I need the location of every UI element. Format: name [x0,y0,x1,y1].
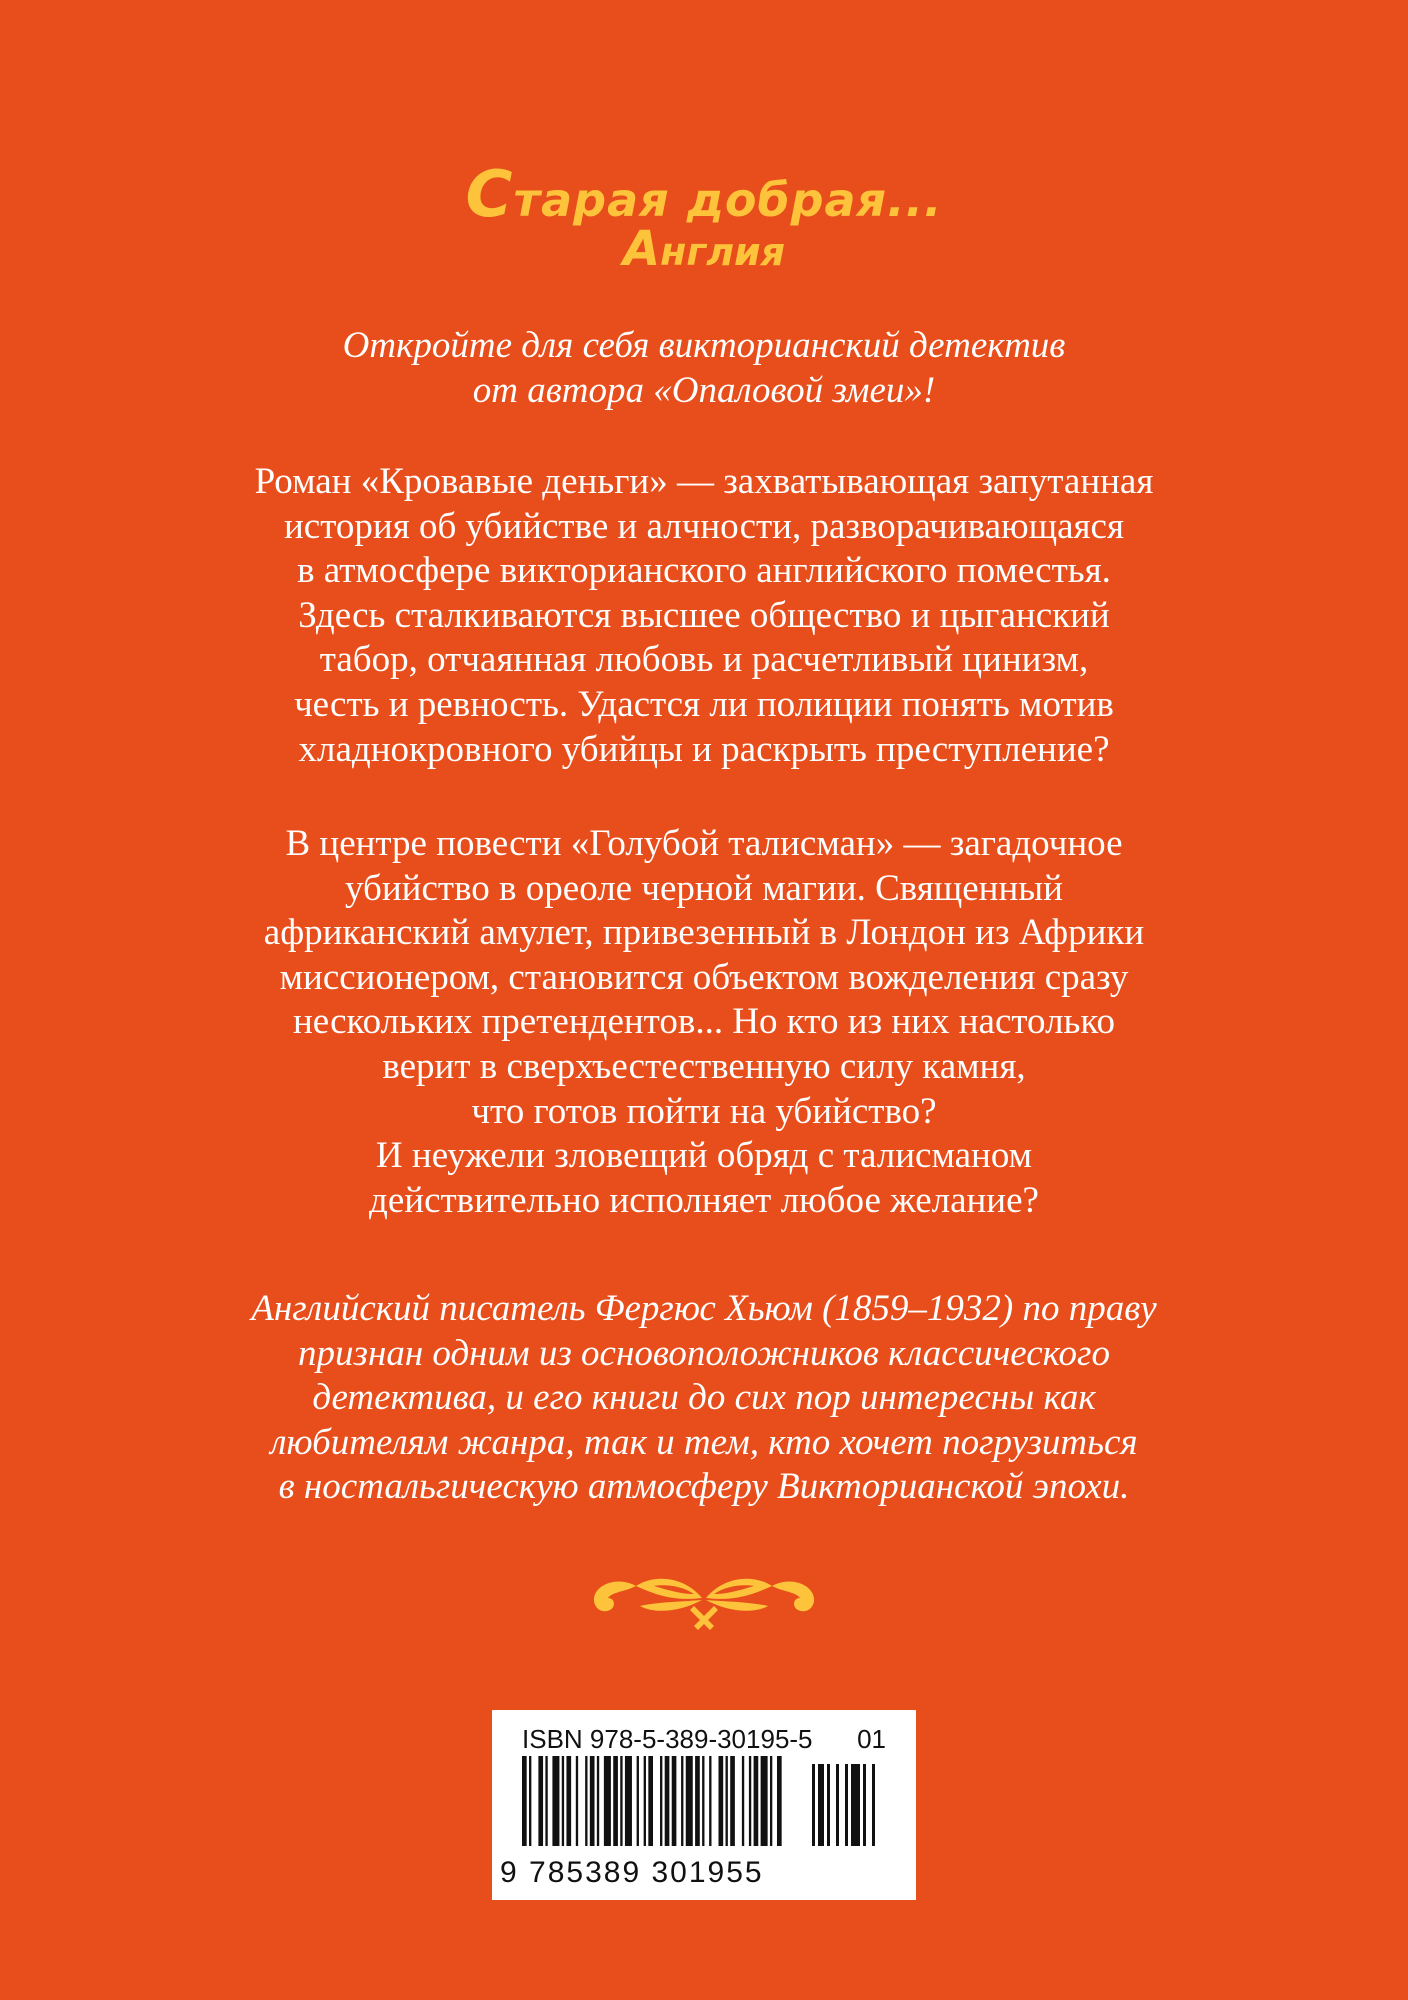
blurb-paragraph-2 [0,822,1408,1223]
barcode-bar [562,1756,564,1846]
barcode-bar [749,1756,751,1846]
barcode-addon-bar [851,1764,860,1846]
series-title-line2: Англия [622,221,786,277]
series-title-line1: Старая добрая... [465,158,943,232]
paragraph-line: Роман «Кровавые деньги» — захватывающая запутанная [254,461,1154,502]
about-line: в ностальгическую атмосферу Викторианской эпохи. [278,1466,1130,1508]
barcode-bar [545,1756,547,1846]
barcode-bar [529,1756,531,1846]
paragraph-line: И неужели зловещий обряд с талисманом [375,1135,1033,1177]
isbn-barcode [492,1710,916,1900]
paragraph-line: действительно исполняет любое желание? [369,1179,1039,1221]
barcode-bar [686,1756,693,1846]
barcode-addon-bar [812,1764,815,1846]
floral-ornament-icon [584,1562,824,1632]
about-line: любителям жанра, так и тем, кто хочет погрузиться [270,1421,1138,1463]
barcode-addon-bar [863,1764,866,1846]
barcode-bar [681,1756,683,1846]
barcode-bar [770,1756,772,1846]
barcode-bar [742,1756,744,1846]
barcode-bar [648,1756,653,1846]
barcode-bar [726,1756,728,1846]
about-line: детектива, и его книги до сих пор интересны как [312,1377,1096,1419]
paragraph-line: верит в сверхъестественную силу камня, [382,1045,1026,1087]
tagline-line: Откройте для себя викторианский детектив [342,325,1066,366]
paragraph-line: африканский амулет, привезенный в Лондон из Африки [263,912,1145,954]
barcode-bar [719,1756,724,1846]
barcode-bar [660,1756,662,1846]
series-title [0,158,1408,277]
barcode-bar [730,1756,735,1846]
barcode-bar [604,1756,611,1846]
barcode-bar [566,1756,571,1846]
tagline-line: от автора «Опаловой змеи»! [472,369,936,411]
barcode-bar [585,1756,587,1846]
barcode-addon-bar [836,1764,839,1846]
barcode-bar [695,1756,700,1846]
paragraph-line: нескольких претендентов... Но кто из них настолько [292,1001,1116,1043]
paragraph-line: табор, отчаянная любовь и расчетливый цинизм, [319,639,1089,681]
paragraph-line: в атмосфере викторианского английского поместья. [297,550,1111,592]
paragraph-line: миссионером, становится объектом вожделения сразу [279,956,1129,998]
barcode-bar [702,1756,704,1846]
isbn-label: ISBN 978-5-389-30195-5 [522,1724,813,1754]
paragraph-line: убийство в ореоле черной магии. Священный [345,867,1063,909]
barcode-bar [522,1756,527,1846]
barcode-bar [709,1756,711,1846]
blurb-paragraph-1 [0,460,1408,772]
isbn-digits: 9 785389 301955 [500,1856,764,1889]
barcode-addon-bar [845,1764,848,1846]
paragraph-line: история об убийстве и алчности, разворачивающаяся [283,505,1124,547]
paragraph-line: Здесь сталкиваются высшее общество и цыганский [298,594,1110,636]
paragraph-line: честь и ревность. Удастся ли полиции понять мотив [294,683,1114,725]
barcode-bar [672,1756,677,1846]
barcode-bar [754,1756,759,1846]
barcode-bar [625,1756,632,1846]
barcode-bars [522,1756,886,1854]
barcode-bar [644,1756,646,1846]
barcode-bar [665,1756,670,1846]
barcode-addon-bar [827,1764,830,1846]
barcode-bar [576,1756,578,1846]
paragraph-line: что готов пойти на убийство? [471,1090,937,1132]
barcode-bar [613,1756,618,1846]
tagline [0,324,1408,413]
barcode-addon-bar [818,1764,824,1846]
barcode-bar [637,1756,639,1846]
barcode-bar [620,1756,622,1846]
about-line: Английский писатель Фергюс Хьюм (1859–1932) по праву [251,1288,1157,1329]
about-author [0,1287,1408,1510]
barcode-addon-bar [872,1764,875,1846]
barcode-bar [777,1756,782,1846]
isbn-header [522,1724,886,1755]
barcode-bar [552,1756,559,1846]
paragraph-line: хладнокровного убийцы и раскрыть преступление? [298,728,1110,770]
barcode-bar [538,1756,543,1846]
paragraph-line: В центре повести «Голубой талисман» — загадочное [285,823,1123,864]
barcode-bar [761,1756,768,1846]
barcode-bar [597,1756,599,1846]
about-line: признан одним из основоположников классического [298,1332,1110,1374]
isbn-addon: 01 [857,1724,886,1754]
barcode-bar [590,1756,595,1846]
